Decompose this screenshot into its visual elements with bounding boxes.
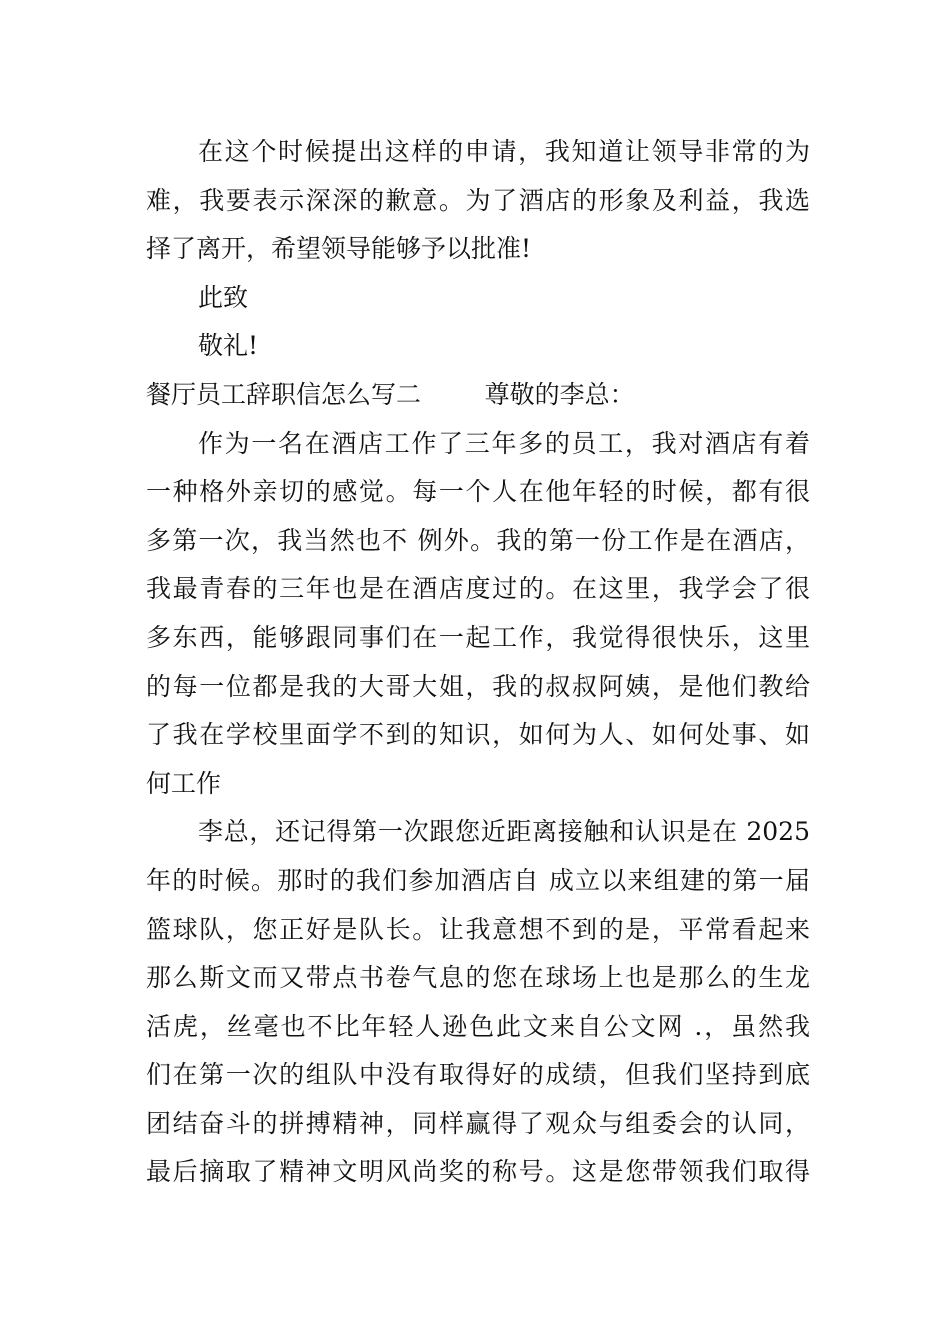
paragraph-2-line-3: 多第一次，我当然也不 例外。我的第一份工作是在酒店， [146,525,810,555]
paragraph-3-line-1: 李总，还记得第一次跟您近距离接触和认识是在 2025 [198,817,810,847]
paragraph-2-line-8: 何工作 [146,768,222,798]
paragraph-3-line-7: 团结奋斗的拼搏精神，同样赢得了观众与组委会的认同， [146,1108,810,1138]
paragraph-2-line-1: 作为一名在酒店工作了三年多的员工，我对酒店有着 [198,428,810,458]
paragraph-2-line-5: 多东西，能够跟同事们在一起工作，我觉得很快乐，这里 [146,622,810,652]
letter-body [146,128,810,1197]
section-heading: 餐厅员工辞职信怎么写二 尊敬的李总： [146,379,635,409]
paragraph-3-line-2: 年的时候。那时的我们参加酒店自 成立以来组建的第一届 [146,865,810,895]
paragraph-3-line-6: 们在第一次的组队中没有取得好的成绩，但我们坚持到底 [146,1060,810,1090]
paragraph-3-line-8: 最后摘取了精神文明风尚奖的称号。这是您带领我们取得 [146,1157,810,1187]
paragraph-2-line-7: 了我在学校里面学不到的知识，如何为人、如何处事、如 [146,720,810,750]
paragraph-3-line-5: 活虎，丝毫也不比年轻人逊色此文来自公文网 .，虽然我 [146,1011,810,1041]
closing-salute: 敬礼! [198,331,259,361]
paragraph-2-line-6: 的每一位都是我的大哥大姐，我的叔叔阿姨，是他们教给 [146,671,810,701]
paragraph-1-line-1: 在这个时候提出这样的申请，我知道让领导非常的为 [198,137,810,166]
paragraph-1-line-2: 难，我要表示深深的歉意。为了酒店的形象及利益，我选 [146,185,810,215]
paragraph-1-line-3: 择了离开，希望领导能够予以批准! [146,234,532,264]
paragraph-3-line-4: 那么斯文而又带点书卷气息的您在球场上也是那么的生龙 [146,963,810,993]
paragraph-3-line-3: 篮球队，您正好是队长。让我意想不到的是，平常看起来 [146,914,810,944]
paragraph-2-line-2: 一种格外亲切的感觉。每一个人在他年轻的时候，都有很 [146,477,810,507]
paragraph-2-line-4: 我最青春的三年也是在酒店度过的。在这里，我学会了很 [146,574,810,604]
closing-greeting: 此致 [198,282,249,312]
